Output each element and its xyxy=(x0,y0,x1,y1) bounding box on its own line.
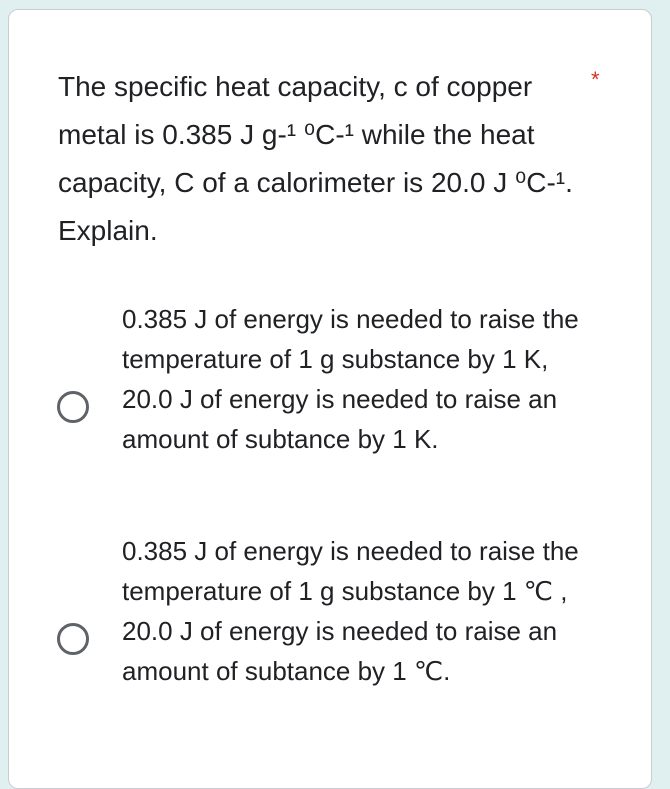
option-1-label[interactable]: 0.385 J of energy is needed to raise the temperature of 1 g substance by 1 K, 20.0 J of energy is needed to raise an amount of subtance by 1 K. xyxy=(122,304,579,454)
required-asterisk: * xyxy=(591,67,600,92)
option-2[interactable] xyxy=(9,531,653,741)
option-1[interactable] xyxy=(9,299,653,509)
question-card xyxy=(8,9,652,789)
radio-button-option-2[interactable] xyxy=(57,623,89,655)
option-2-label[interactable]: 0.385 J of energy is needed to raise the temperature of 1 g substance by 1 ℃ , 20.0 J of energy is needed to raise an amount of subtance by 1 ℃. xyxy=(122,536,579,686)
question-text: The specific heat capacity, c of copper metal is 0.385 J g-¹ ⁰C-¹ while the heat capacity, C of a calorimeter is 20.0 J ⁰C-¹. Explain. xyxy=(58,71,573,246)
radio-button-option-1[interactable] xyxy=(57,391,89,423)
